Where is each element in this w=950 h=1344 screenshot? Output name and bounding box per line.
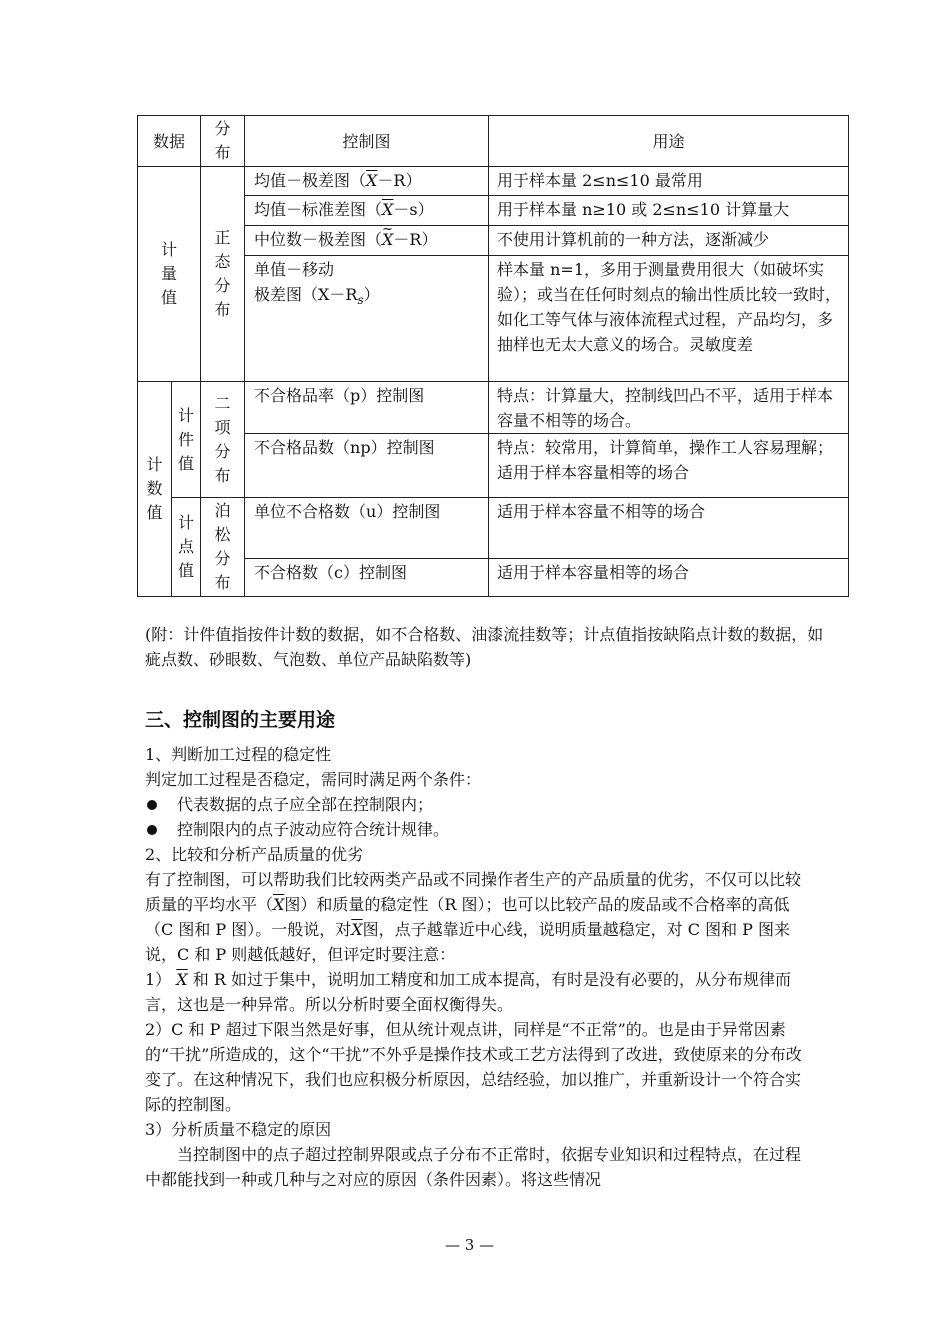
point-label: 计 点 值 [172, 498, 201, 597]
paragraph: 当控制图中的点子超过控制界限或点子分布不正常时，依据专业知识和过程特点，在过程中都能找到一种或几种与之对应的原因（条件因素）。将这些情况 [145, 1145, 802, 1189]
use-cell: 不使用计算机前的一种方法，逐渐减少 [489, 226, 849, 256]
use-cell: 特点：较常用，计算简单，操作工人容易理解；适用于样本容量相等的场合 [489, 434, 849, 498]
body-text [145, 742, 810, 1192]
page-number: — 3 — [445, 1236, 495, 1254]
bullet-icon [147, 825, 157, 835]
paragraph: 2、比较和分析产品质量的优劣 [145, 845, 364, 864]
piece-label: 计 件 值 [172, 382, 201, 498]
chart-cell: 均值－标准差图$(\overline{X}-s)$ [245, 196, 489, 226]
section-title: 三、控制图的主要用途 [145, 709, 336, 731]
paragraph: 1） $\overline{X}$ 和 R 如过于集中，说明加工精度和加工成本提高，有时是没有必要的，从分布规律而言，这也是一种异常。所以分析时要全面权衡得失。 [145, 970, 791, 1014]
header-use: 用途 [489, 116, 849, 167]
header-dist: 分 布 [201, 116, 245, 167]
use-cell: 样本量 n=1，多用于测量费用很大（如破坏实验）；或当在任何时刻点的输出性质比较一致时，如化工等气体与液体流程式过程，产品均匀，多抽样也无太大意义的场合。灵敏度差 [489, 256, 849, 382]
binomial-dist-label: 二 项 分 布 [201, 382, 245, 498]
paragraph: 3）分析质量不稳定的原因 [145, 1120, 332, 1139]
use-cell: 用于样本量 n≥10 或 2≤n≤10 计算量大 [489, 196, 849, 226]
use-cell: 用于样本量 2≤n≤10 最常用 [489, 167, 849, 196]
chart-cell: 不合格数（c）控制图 [245, 559, 489, 597]
poisson-dist-label: 泊 松 分 布 [201, 498, 245, 597]
table-note: (附：计件值指按件计数的数据，如不合格数、油漆流挂数等；计点值指按缺陷点计数的数据，如疵点数、砂眼数、气泡数、单位产品缺陷数等) [145, 625, 824, 669]
normal-dist-label: 正 态 分 布 [201, 167, 245, 382]
header-chart: 控制图 [245, 116, 489, 167]
control-chart-table [137, 115, 849, 597]
measure-label: 计 量 值 [138, 167, 201, 382]
chart-cell: 单位不合格数（u）控制图 [245, 498, 489, 559]
paragraph: 1、判断加工过程的稳定性 [145, 745, 332, 764]
use-cell: 特点：计算量大，控制线凹凸不平，适用于样本容量不相等的场合。 [489, 382, 849, 434]
chart-cell: 不合格品率（p）控制图 [245, 382, 489, 434]
chart-cell: 均值－极差图$(\overline{X}-R)$ [245, 167, 489, 196]
use-cell: 适用于样本容量相等的场合 [489, 559, 849, 597]
paragraph: 判定加工过程是否稳定，需同时满足两个条件： [145, 770, 482, 789]
chart-cell: 不合格品数（np）控制图 [245, 434, 489, 498]
bullet-item: 控制限内的点子波动应符合统计规律。 [145, 817, 810, 842]
bullet-item: 代表数据的点子应全部在控制限内； [145, 792, 810, 817]
chart-cell: 中位数－极差图（~ X－R） [245, 226, 489, 256]
header-data: 数据 [138, 116, 201, 167]
use-cell: 适用于样本容量不相等的场合 [489, 498, 849, 559]
bullet-icon [147, 800, 157, 810]
paragraph: 2）C 和 P 超过下限当然是好事，但从统计观点讲，同样是“不正常”的。也是由于异常因素的“干扰”所造成的，这个“干扰”不外乎是操作技术或工艺方法得到了改进，致使原来的分布改变了。在这种情况下，我们也应积极分析原因，总结经验，加以推广，并重新设计一个符合实际的控制图。 [145, 1020, 802, 1114]
paragraph: 有了控制图，可以帮助我们比较两类产品或不同操作者生产的产品质量的优劣，不仅可以比较质量的平均水平（$\overline{X}$图）和质量的稳定性（R 图）；也可以比较产品的废品或不合格率的高低（C 图和 P 图）。一般说，对$\overline{X}$图，点子越靠近中心线，说明质量越稳定，对 C 图和 P 图来说，C 和 P 则越低越好，但评定时要注意： [145, 870, 802, 964]
chart-cell: 单值－移动 极差图$(X-R_s)$ [245, 256, 489, 382]
count-label: 计 数 值 [138, 382, 172, 597]
